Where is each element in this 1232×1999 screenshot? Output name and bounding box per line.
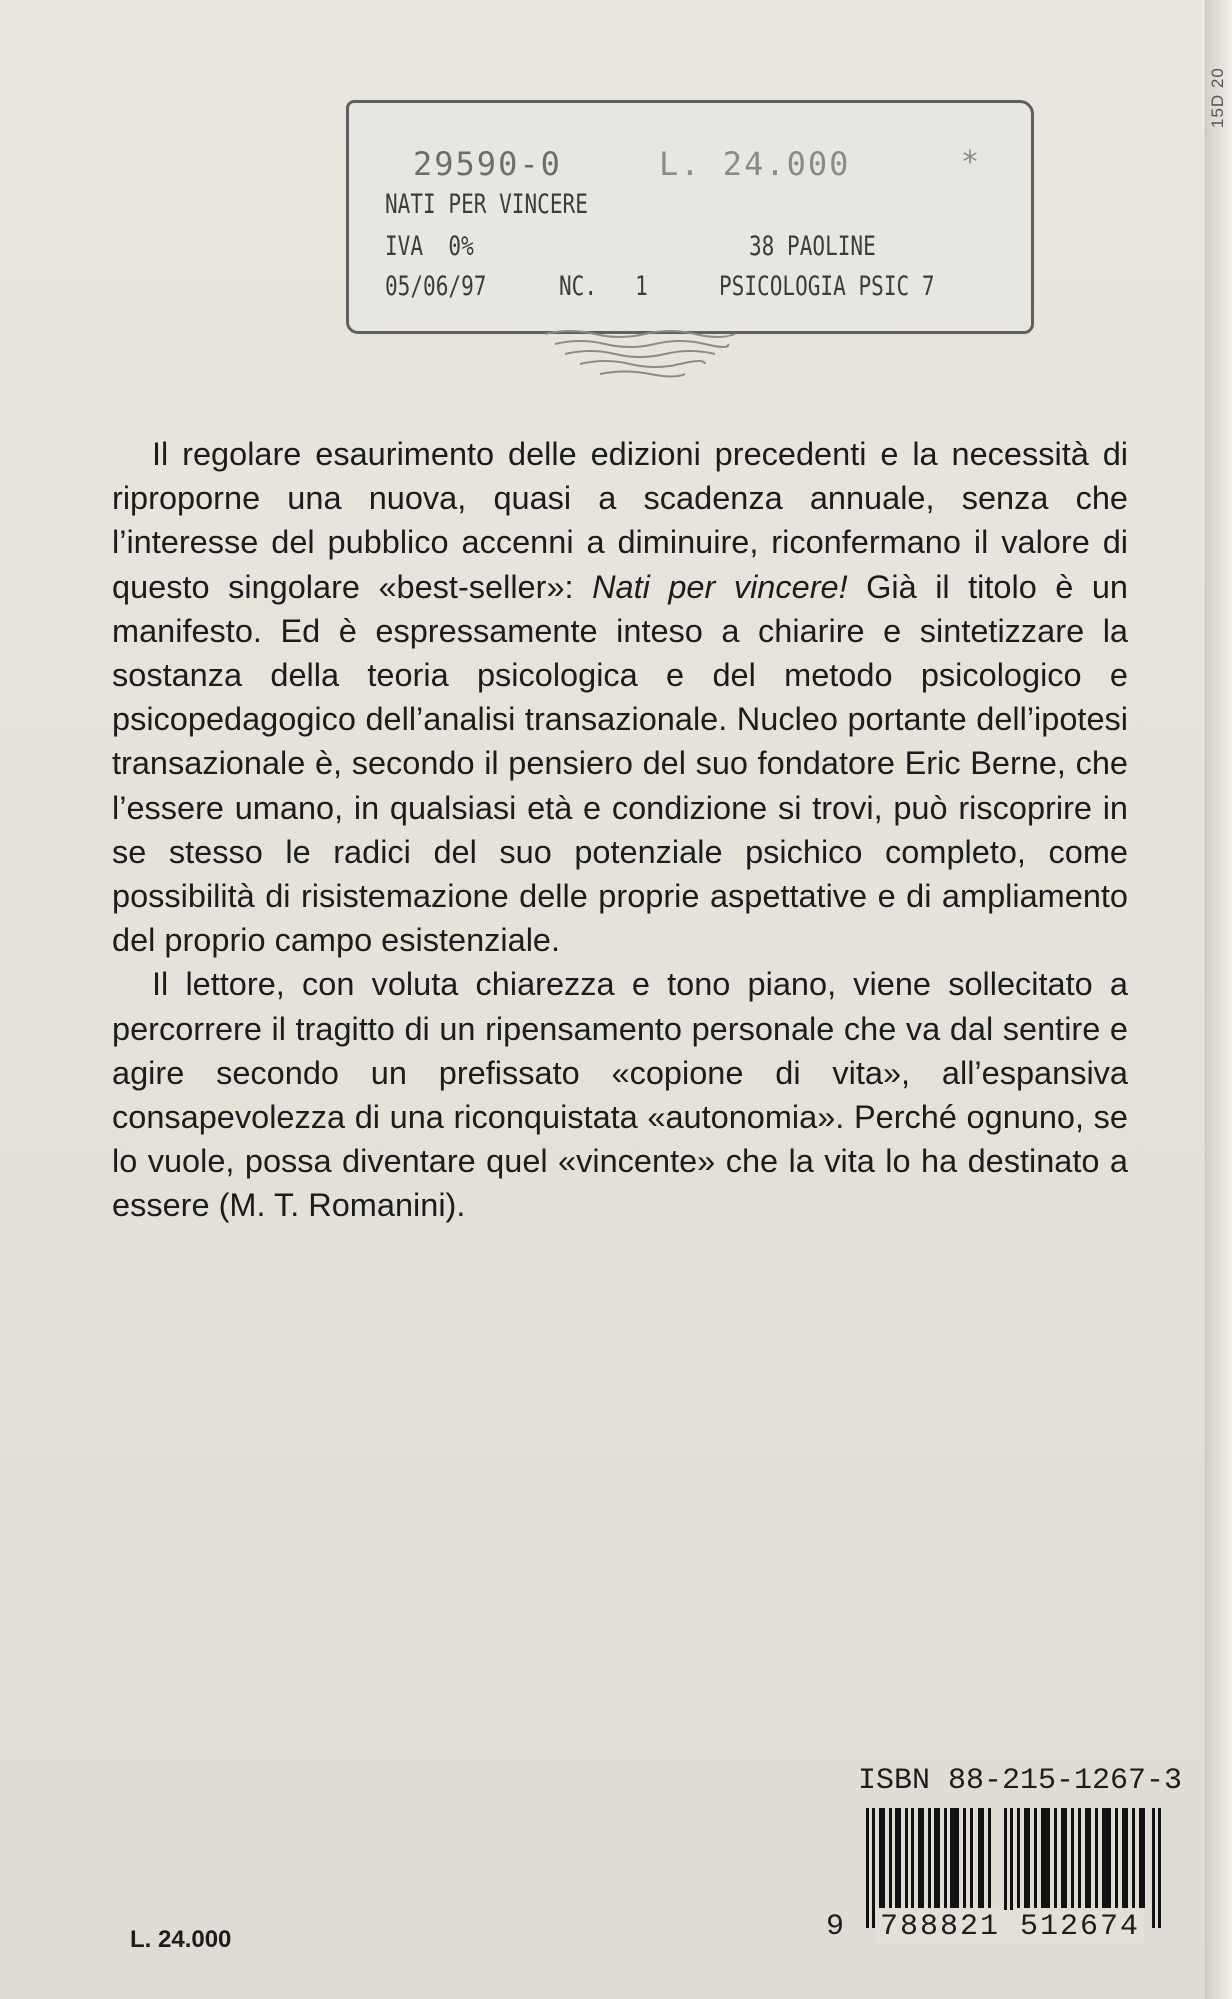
stamp-category: PSICOLOGIA PSIC 7 <box>719 271 935 302</box>
cover-price: L. 24.000 <box>130 1926 232 1953</box>
isbn-number: ISBN 88-215-1267-3 <box>858 1764 1183 1798</box>
stamp-code: 29590-0 <box>413 145 562 183</box>
ean-first-digit: 9 <box>826 1910 845 1944</box>
price-stamp-label <box>346 100 1034 334</box>
blurb-text <box>112 432 1128 1228</box>
stamp-iva: IVA 0% <box>385 231 474 262</box>
stamp-price: L. 24.000 <box>659 145 851 183</box>
ean-digits: 788821 512674 <box>876 1910 1144 1944</box>
blurb-p1-part-a: Il regolare esaurimento delle edizioni precedenti e la necessità di riproporne una nuova, quasi a scadenza annuale, senza che l’interesse del pubblico accenni a diminuire, riconfermano il valore di questo singolare «best-seller»: <box>112 436 1128 605</box>
publisher-wave-logo <box>540 326 740 386</box>
blurb-paragraph-2: Il lettore, con voluta chiarezza e tono piano, viene sollecitato a percorrere il tragitto di un ripensamento personale che va dal sentire e agire secondo un prefissato «copione di vita», all’espansiva consapevolezza di una riconquistata «autonomia». Perché ognuno, se lo vuole, possa diventare quel «vincente» che la vita lo ha destinato a essere (M. T. Romanini). <box>112 966 1128 1224</box>
blurb-book-title: Nati per vincere! <box>592 568 848 605</box>
stamp-star: * <box>960 145 979 180</box>
stamp-title: NATI PER VINCERE <box>385 189 588 220</box>
edge-label: 15D 20 <box>1208 67 1227 128</box>
blurb-p1-part-b: Già il titolo è un manifesto. Ed è espressamente inteso a chiarire e sintetizzare la sostanza della teoria psicologica e del metodo psicologico e psicopedagogico dell’analisi transazionale. Nucleo portante dell’ipotesi transazionale è, secondo il pensiero del suo fondatore Eric Berne, che l’essere umano, in qualsiasi età e condizione si trovi, può riscoprire in se stesso le radici del suo potenziale psichico completo, come possibilità di risistemazione delle proprie aspettative e di ampliamento del proprio campo esistenziale. <box>112 568 1128 959</box>
stamp-nc: NC. 1 <box>559 271 648 302</box>
blurb-paragraph-1 <box>112 432 1128 962</box>
stamp-publisher: 38 PAOLINE <box>749 231 876 262</box>
stamp-date: 05/06/97 <box>385 271 487 302</box>
page-edge <box>1205 0 1232 1999</box>
